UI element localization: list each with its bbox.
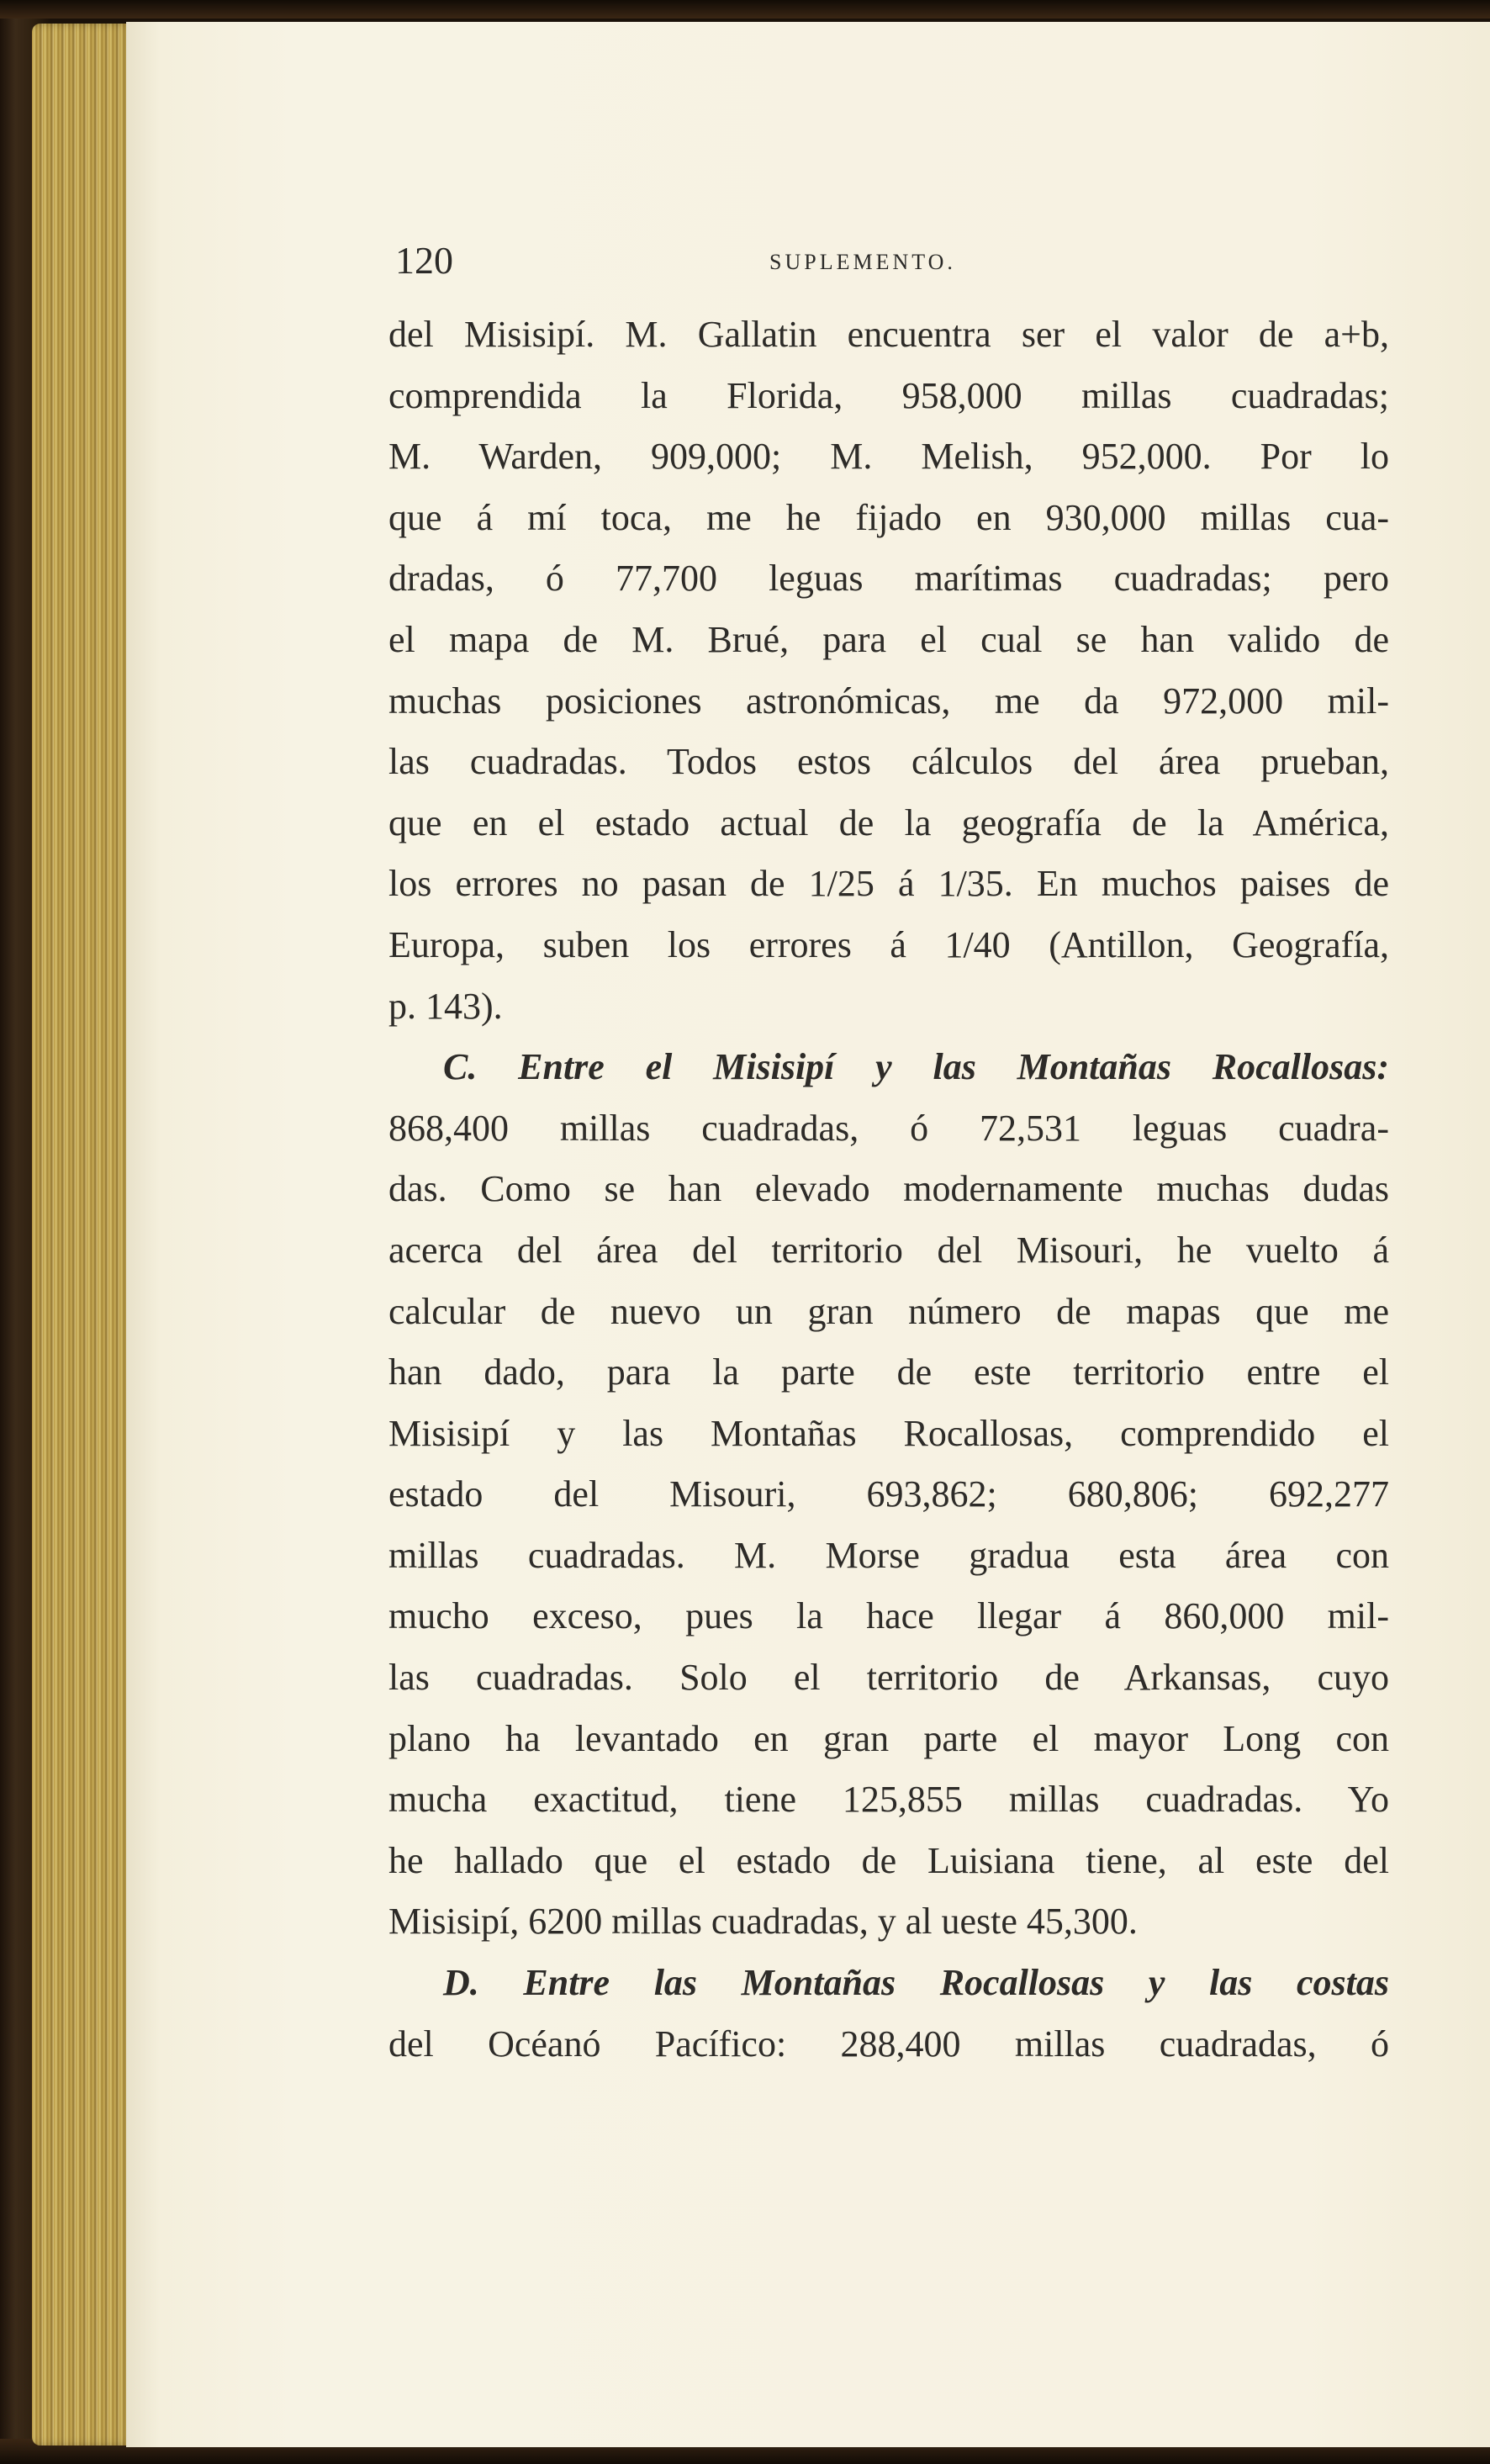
running-head: SUPLEMENTO. [769, 250, 956, 274]
text-line: 868,400 millas cuadradas, ó 72,531 leguas cuadra- [388, 1107, 1389, 1149]
text-line: los errores no pasan de 1/25 á 1/35. En muchos paises de [388, 863, 1389, 905]
section-c-heading: C. Entre el Misisipí y las Montañas Rocallosas: [443, 1046, 1389, 1088]
text-line: que á mí toca, me he fijado en 930,000 millas cua- [388, 496, 1389, 538]
text-line: mucha exactitud, tiene 125,855 millas cuadradas. Yo [388, 1779, 1389, 1821]
text-line: han dado, para la parte de este territorio entre el [388, 1351, 1389, 1393]
text-line: Misisipí, 6200 millas cuadradas, y al ueste 45,300. [388, 1901, 1138, 1943]
text-line: dradas, ó 77,700 leguas marítimas cuadradas; pero [388, 558, 1389, 600]
book-top-edge [0, 0, 1490, 19]
page-number: 120 [395, 239, 453, 282]
gilt-page-edges [32, 24, 133, 2445]
text-line: plano ha levantado en gran parte el mayor Long con [388, 1717, 1389, 1759]
text-line: M. Warden, 909,000; M. Melish, 952,000. Por lo [388, 436, 1389, 478]
text-line: Misisipí y las Montañas Rocallosas, comprendido el [388, 1412, 1389, 1454]
page-header [395, 238, 1413, 288]
text-line: que en el estado actual de la geografía de la América, [388, 801, 1389, 843]
text-line: das. Como se han elevado modernamente muchas dudas [388, 1168, 1389, 1210]
text-line: comprendida la Florida, 958,000 millas cuadradas; [388, 374, 1389, 416]
text-line: Europa, suben los errores á 1/40 (Antillon, Geografía, [388, 923, 1389, 965]
text-line: el mapa de M. Brué, para el cual se han valido de [388, 618, 1389, 660]
text-line: millas cuadradas. M. Morse gradua esta área con [388, 1534, 1389, 1576]
text-line: acerca del área del territorio del Misouri, he vuelto á [388, 1229, 1389, 1271]
text-line: las cuadradas. Solo el territorio de Arkansas, cuyo [388, 1657, 1389, 1699]
text-line: muchas posiciones astronómicas, me da 972,000 mil- [388, 679, 1389, 722]
text-line: he hallado que el estado de Luisiana tiene, al este del [388, 1839, 1389, 1881]
text-line: del Océanó Pacífico: 288,400 millas cuadradas, ó [388, 2022, 1389, 2065]
text-line: del Misisipí. M. Gallatin encuentra ser el valor de a+b, [388, 314, 1389, 355]
text-line: las cuadradas. Todos estos cálculos del área prueban, [388, 741, 1389, 783]
section-d-heading: D. Entre las Montañas Rocallosas y las costas [443, 1962, 1389, 2004]
text-line: mucho exceso, pues la hace llegar á 860,000 mil- [388, 1595, 1389, 1637]
text-line: calcular de nuevo un gran número de mapas que me [388, 1290, 1389, 1332]
body-text [388, 304, 1389, 2075]
text-line: estado del Misouri, 693,862; 680,806; 692,277 [388, 1473, 1389, 1515]
text-line: p. 143). [388, 985, 503, 1027]
